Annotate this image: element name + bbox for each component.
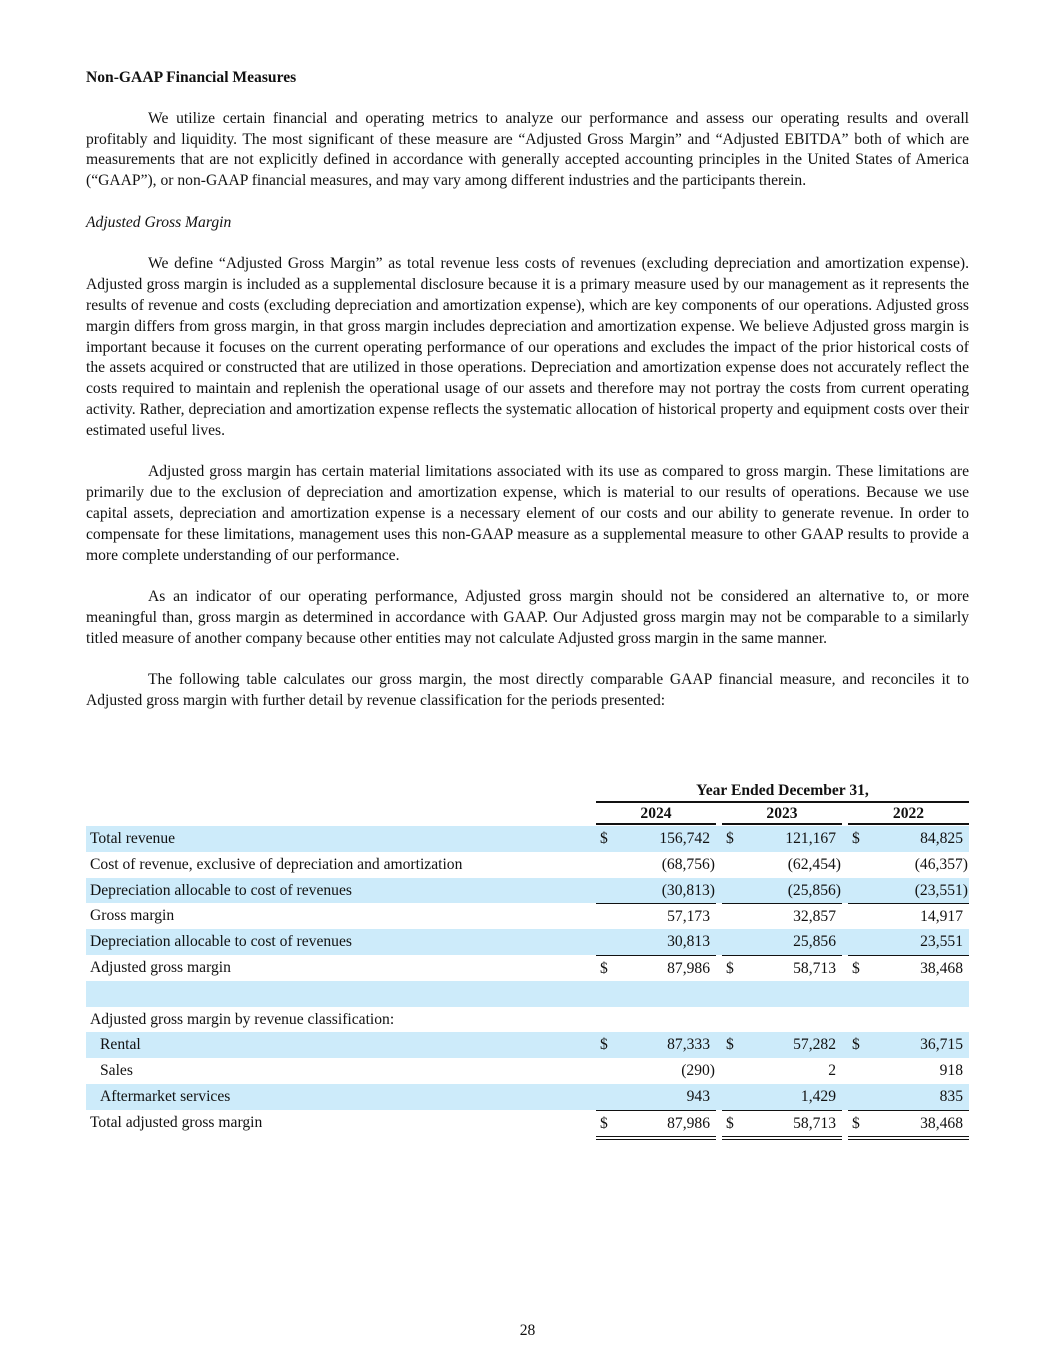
table-row-sales [86, 1058, 969, 1084]
subheading: Adjusted Gross Margin [86, 213, 232, 231]
value-2023: 58,713 [793, 959, 836, 977]
row-label: Adjusted gross margin by revenue classification: [90, 1010, 395, 1028]
year-header-2024: 2024 [596, 802, 716, 825]
value-2022: 835 [939, 1087, 963, 1105]
row-label: Rental [100, 1036, 141, 1054]
row-label: Cost of revenue, exclusive of depreciation and amortization [90, 855, 463, 873]
value-2023: 25,856 [793, 933, 836, 951]
value-2022: (46,357) [914, 855, 968, 873]
row-label: Depreciation allocable to cost of revenues [90, 881, 352, 899]
value-2023: 1,429 [800, 1087, 836, 1105]
value-2022: 14,917 [920, 908, 963, 926]
value-2022: 23,551 [920, 933, 963, 951]
currency-symbol: $ [852, 830, 860, 847]
value-2024: (68,756) [661, 855, 715, 873]
table-row-spacer [86, 981, 969, 1007]
paragraph-definition: We define “Adjusted Gross Margin” as total revenue less costs of revenues (excluding depreciation and amortization expense). Adjusted gross margin is included as a supplemental disclosure because it is a primary measure used by our management as it represents the results of revenue and costs (excluding depreciation and amortization expense), which are key components of our operations. Adjusted gross margin differs from gross margin, in that gross margin includes depreciation and amortization expense. We believe Adjusted gross margin is important because it focuses on the current operating performance of our operations and excludes the impact of the prior historical costs of the assets acquired or constructed that are utilized in those operations. Depreciation and amortization expense does not accurately reflect the costs required to maintain and replenish the operational usage of our assets and therefore may not portray the costs from current operating activity. Rather, depreciation and amortization expense reflects the systematic allocation of historical property and equipment costs over their estimated useful lives. [86, 255, 969, 439]
currency-symbol: $ [600, 1114, 608, 1132]
currency-symbol: $ [600, 830, 608, 847]
row-label: Total revenue [90, 830, 176, 847]
row-label: Total adjusted gross margin [90, 1113, 263, 1131]
value-2022: (23,551) [914, 881, 968, 899]
currency-symbol: $ [852, 1036, 860, 1054]
table-row-total-adjusted-gross-margin [86, 1110, 969, 1136]
table-row-aftermarket-services [86, 1084, 969, 1110]
table-row-adjusted-gross-margin [86, 955, 969, 981]
value-2024: 156,742 [659, 830, 710, 847]
value-2023: 58,713 [793, 1114, 836, 1132]
year-header-2023: 2023 [722, 802, 842, 825]
intro-paragraph: We utilize certain financial and operating metrics to analyze our performance and assess our operating results and overall profitably and liquidity. The most significant of these measure are “Adjusted Gross Margin” and “Adjusted EBITDA” both of which are measurements that are not explicitly defined in accordance with generally accepted accounting principles in the United States of America (“GAAP”), or non-GAAP financial measures, and may vary among different industries and the participants therein. [86, 109, 969, 190]
currency-symbol: $ [726, 1036, 734, 1054]
currency-symbol: $ [852, 1114, 860, 1132]
page-number: 28 [519, 1322, 536, 1339]
paragraph-limitations: Adjusted gross margin has certain material limitations associated with its use as compared to gross margin. These limitations are primarily due to the exclusion of depreciation and amortization expense, which is material to our results of operations. Because we use capital assets, depreciation and amortization expense is a necessary element of our costs and our ability to generate revenue. In order to compensate for these limitations, management uses this non-GAAP measure as a supplemental measure to other GAAP results to provide a more complete understanding of our performance. [86, 463, 969, 564]
period-header: Year Ended December 31, [596, 780, 969, 803]
document-body [86, 68, 969, 712]
value-2023: 32,857 [793, 908, 836, 926]
gross-margin-reconciliation-table [86, 780, 969, 1136]
value-2024: 87,986 [667, 959, 710, 977]
paragraph-table-intro: The following table calculates our gross margin, the most directly comparable GAAP financial measure, and reconciles it to Adjusted gross margin with further detail by revenue classification for the periods presented: [86, 671, 969, 710]
value-2024: 30,813 [667, 933, 710, 951]
year-header-2022: 2022 [848, 802, 969, 825]
table-row-cost-of-revenue [86, 852, 969, 878]
value-2022: 38,468 [920, 1114, 963, 1132]
value-2022: 38,468 [920, 959, 963, 977]
table-row-depreciation-addback [86, 929, 969, 955]
currency-symbol: $ [726, 1114, 734, 1132]
currency-symbol: $ [726, 830, 734, 847]
value-2023: 2 [828, 1062, 836, 1080]
value-2022: 36,715 [920, 1036, 963, 1054]
currency-symbol: $ [852, 959, 860, 977]
value-2023: 57,282 [793, 1036, 836, 1054]
value-2023: 121,167 [785, 830, 836, 847]
table-row-gross-margin [86, 903, 969, 929]
row-label: Adjusted gross margin [90, 958, 231, 976]
value-2024: (30,813) [661, 881, 715, 899]
table-row-depreciation-deduction [86, 878, 969, 904]
section-heading: Non-GAAP Financial Measures [86, 69, 297, 86]
table-row-classification-header [86, 1007, 969, 1033]
value-2024: 87,986 [667, 1114, 710, 1132]
value-2024: 943 [686, 1087, 710, 1105]
currency-symbol: $ [600, 1036, 608, 1054]
value-2024: (290) [681, 1062, 715, 1080]
value-2023: (25,856) [787, 881, 841, 899]
currency-symbol: $ [726, 959, 734, 977]
value-2022: 918 [939, 1062, 963, 1080]
value-2024: 57,173 [667, 908, 710, 926]
row-label: Sales [100, 1062, 133, 1080]
table-row-rental [86, 1032, 969, 1058]
table-period-header-row [86, 780, 969, 802]
value-2023: (62,454) [787, 855, 841, 873]
value-2024: 87,333 [667, 1036, 710, 1054]
row-label: Aftermarket services [100, 1087, 231, 1105]
row-label: Depreciation allocable to cost of revenues [90, 933, 352, 951]
paragraph-indicator: As an indicator of our operating performance, Adjusted gross margin should not be considered an alternative to, or more meaningful than, gross margin as determined in accordance with GAAP. Our Adjusted gross margin may not be comparable to a similarly titled measure of another company because other entities may not calculate Adjusted gross margin in the same manner. [86, 588, 969, 647]
row-label: Gross margin [90, 907, 175, 925]
currency-symbol: $ [600, 959, 608, 977]
table-year-header-row [86, 802, 969, 826]
table-row-total-revenue [86, 826, 969, 852]
value-2022: 84,825 [920, 830, 963, 847]
